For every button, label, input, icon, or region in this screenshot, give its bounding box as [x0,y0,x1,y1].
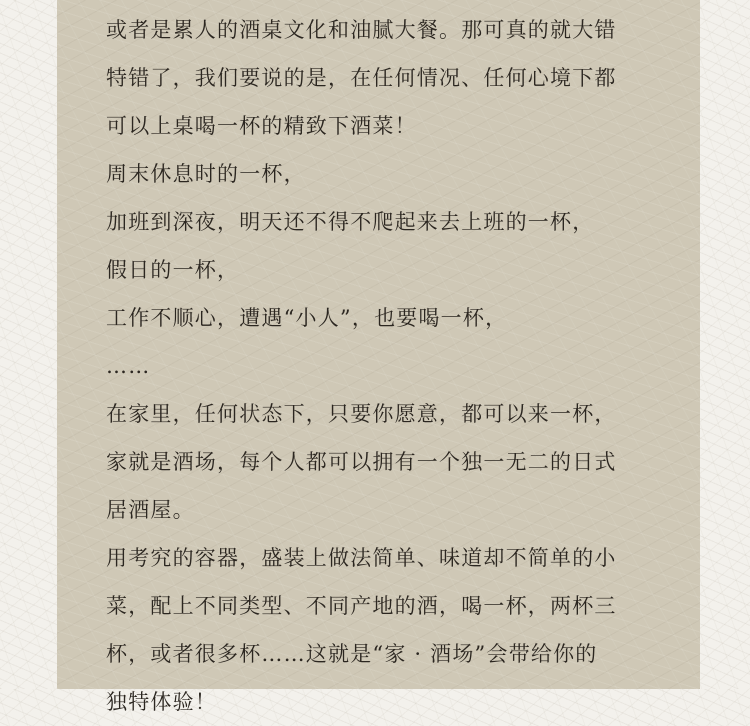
text-line: 假日的一杯， [106,258,240,282]
text-line: 菜，配上不同类型、不同产地的酒，喝一杯，两杯三 [106,594,617,618]
text-line: 加班到深夜，明天还不得不爬起来去上班的一杯， [106,210,595,234]
text-line: 杯，或者很多杯……这就是“家 · 酒场”会带给你的 [106,642,598,666]
text-line: 或者是累人的酒桌文化和油腻大餐。那可真的就大错 [106,18,617,42]
text-line: …… [106,354,151,378]
article-body [106,6,686,726]
text-line: 居酒屋。 [106,498,195,522]
text-line: 在家里，任何状态下，只要你愿意，都可以来一杯， [106,402,617,426]
text-line: 独特体验！ [106,690,217,714]
text-line: 可以上桌喝一杯的精致下酒菜！ [106,114,417,138]
text-line: 特错了，我们要说的是，在任何情况、任何心境下都 [106,66,617,90]
text-line: 家就是酒场，每个人都可以拥有一个独一无二的日式 [106,450,617,474]
text-line: 工作不顺心，遭遇“小人”，也要喝一杯， [106,306,508,330]
text-line: 周末休息时的一杯， [106,162,306,186]
text-line: 用考究的容器，盛装上做法简单、味道却不简单的小 [106,546,617,570]
text-panel [57,0,700,714]
